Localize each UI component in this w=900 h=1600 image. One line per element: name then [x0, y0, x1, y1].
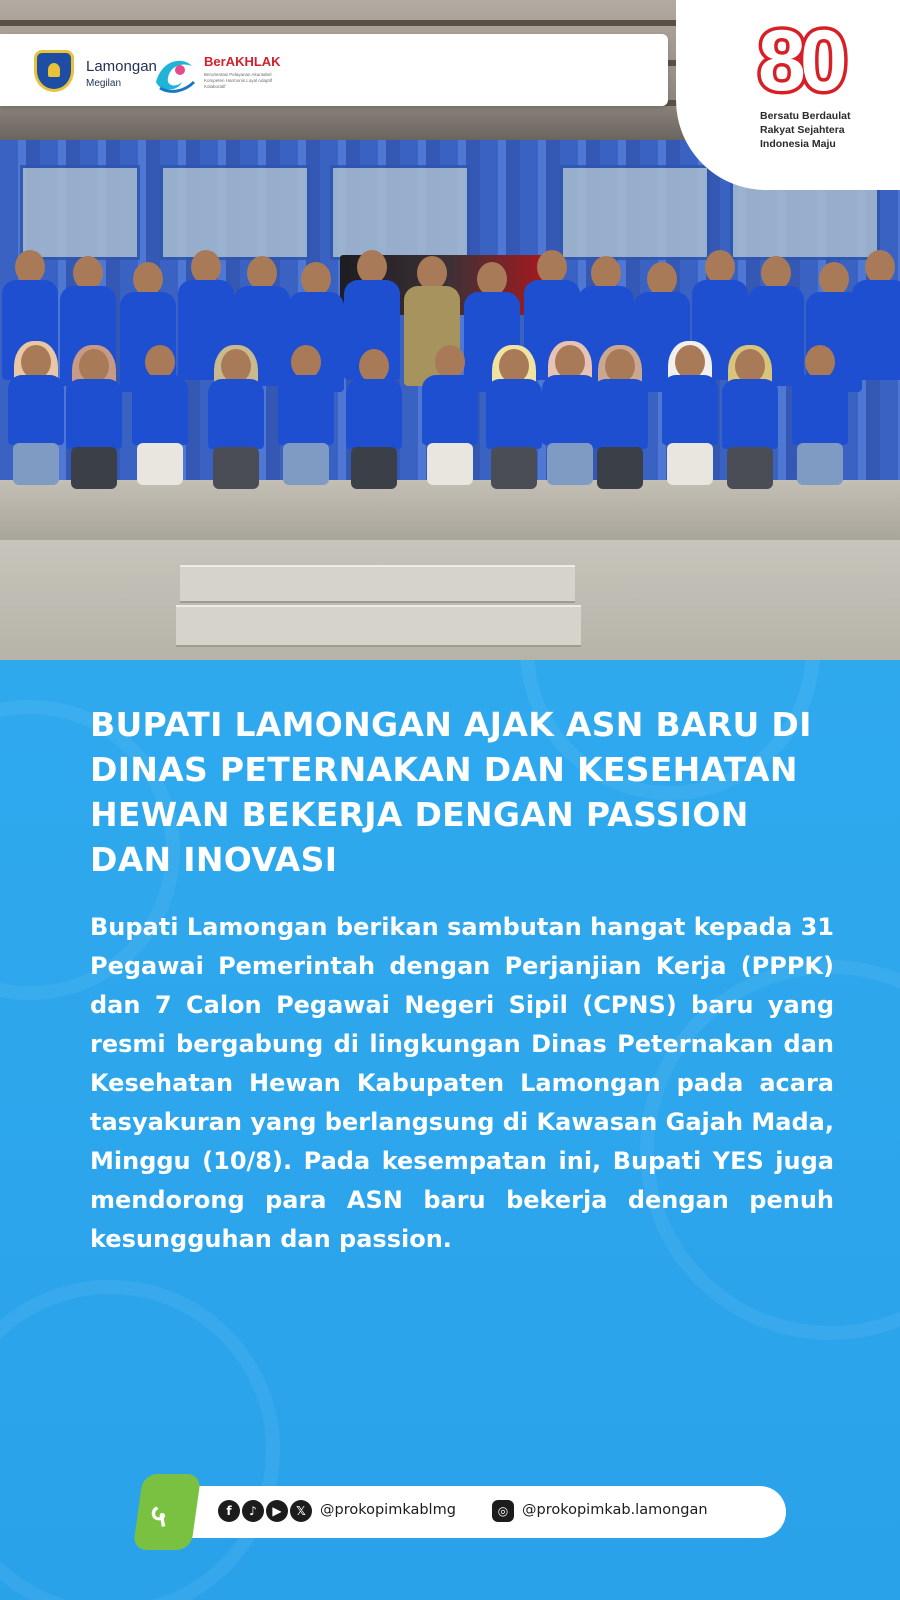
- article-panel: [0, 660, 900, 1600]
- stage-step: [180, 565, 575, 601]
- person-figure: [6, 345, 66, 495]
- person-figure: [64, 349, 124, 499]
- anniversary-badge: [676, 0, 900, 190]
- person-figure: [276, 345, 336, 495]
- anniversary-line-3: Indonesia Maju: [760, 138, 836, 150]
- person-figure: [790, 345, 850, 495]
- logo-bar: [0, 34, 668, 106]
- decorative-ornament: [0, 1280, 280, 1600]
- social-handle-primary[interactable]: @prokopimkablmg: [320, 1502, 456, 1518]
- window: [560, 165, 710, 260]
- person-figure: [130, 345, 190, 495]
- social-handle-instagram[interactable]: @prokopimkab.lamongan: [522, 1502, 708, 1518]
- x-icon[interactable]: 𝕏: [290, 1500, 312, 1522]
- instagram-icon[interactable]: ◎: [492, 1500, 514, 1522]
- person-figure: [344, 349, 404, 499]
- anniversary-line-1: Bersatu Berdaulat: [760, 110, 851, 122]
- anniversary-line-2: Rakyat Sejahtera: [760, 124, 845, 136]
- wave-logo-icon: [152, 52, 196, 94]
- article-body: Bupati Lamongan berikan sambutan hangat kepada 31 Pegawai Pemerintah dengan Perjanjian Kerja (PPPK) dan 7 Calon Pegawai Negeri Sipil (CPNS) baru yang resmi bergabung di lingkungan Dinas Peternakan dan Kesehatan Hewan Kabupaten Lamongan pada acara tasyakuran yang berlangsung di Kawasan Gajah Mada, Minggu (10/8). Pada kesempatan ini, Bupati YES juga mendorong para ASN baru bekerja dengan penuh kesungguhan dan passion.: [90, 913, 834, 1253]
- lamongan-crest-icon: [34, 50, 74, 92]
- brand-name: Lamongan: [86, 58, 157, 75]
- window: [330, 165, 470, 260]
- youtube-icon[interactable]: ▶: [266, 1500, 288, 1522]
- stage-step: [176, 605, 581, 645]
- facebook-icon[interactable]: f: [218, 1500, 240, 1522]
- brand-sub: Megilan: [86, 78, 122, 89]
- person-figure: [660, 345, 720, 495]
- person-figure: [590, 349, 650, 499]
- person-figure: [720, 349, 780, 499]
- window: [160, 165, 310, 260]
- article-headline: BUPATI LAMONGAN AJAK ASN BARU DI DINAS PETERNAKAN DAN KESEHATAN HEWAN BEKERJA DENGAN PASSION DAN INOVASI: [90, 705, 812, 879]
- person-figure: [206, 349, 266, 499]
- person-figure: [850, 250, 900, 410]
- berakhlak-label: BerAKHLAK: [204, 54, 281, 69]
- prokopim-logo-icon: ५: [133, 1474, 202, 1550]
- window: [20, 165, 140, 260]
- person-figure: [420, 345, 480, 495]
- anniversary-number: 80: [758, 13, 842, 109]
- berakhlak-tagline: Berorientasi Pelayanan Akuntabel Kompeten Harmonis Loyal Adaptif Kolaboratif: [204, 72, 273, 89]
- tiktok-icon[interactable]: ♪: [242, 1500, 264, 1522]
- person-figure: [484, 349, 544, 499]
